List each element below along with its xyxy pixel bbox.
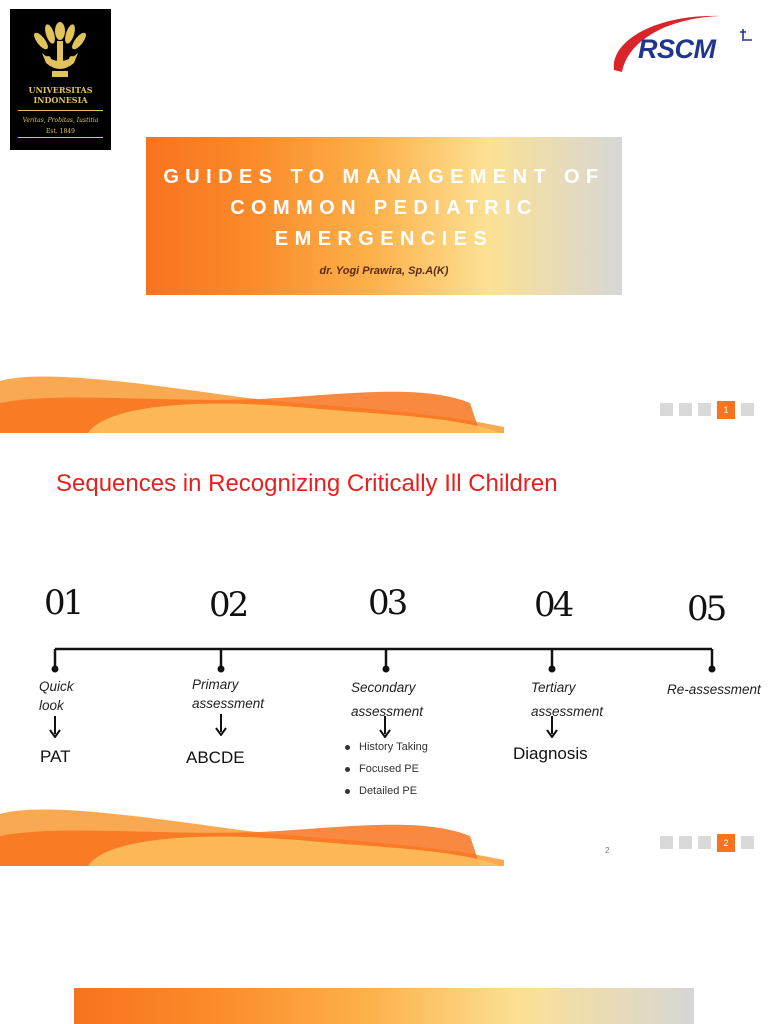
label-line: assessment [192, 696, 265, 711]
step-number-04: 04 [534, 585, 572, 625]
list-item [345, 741, 428, 753]
slide-title: Sequences in Recognizing Critically Ill Children [56, 470, 558, 497]
presentation-author: dr. Yogi Prawira, Sp.A(K) [319, 265, 449, 277]
result-pat: PAT [40, 747, 71, 766]
logo-line2: INDONESIA [33, 95, 88, 105]
label-line: Quick [39, 679, 74, 694]
pager-current: 2 [717, 834, 735, 852]
page-number: 2 [605, 846, 610, 855]
title-banner [146, 137, 622, 295]
step-label-tertiary [531, 676, 603, 724]
pager-dot [741, 836, 754, 849]
down-arrow-icon [215, 714, 227, 736]
step-number-05: 05 [687, 589, 725, 629]
list-item-text: Focused PE [359, 763, 419, 775]
list-item [345, 785, 428, 797]
decorative-waves [0, 806, 768, 866]
down-arrow-icon [379, 716, 391, 738]
universitas-indonesia-logo [10, 9, 111, 150]
decorative-waves [0, 373, 768, 433]
list-item [345, 763, 428, 775]
label-line: Secondary [351, 680, 416, 695]
title-banner [74, 988, 694, 1024]
pager-dot [679, 403, 692, 416]
logo-divider-bottom [18, 137, 103, 138]
slide-pager [660, 403, 754, 419]
pager-dot [679, 836, 692, 849]
step-label-reassessment: Re-assessment [667, 682, 761, 697]
label-line: look [39, 698, 64, 713]
makara-crest-icon [28, 19, 93, 83]
logo-motto: Veritas, Probitas, Iustitia [22, 117, 99, 124]
result-diagnosis: Diagnosis [513, 744, 588, 763]
label-line: assessment [351, 704, 424, 719]
result-abcde: ABCDE [186, 748, 245, 767]
step-label-quick-look [39, 677, 74, 715]
down-arrow-icon [49, 716, 61, 738]
pager-dot [698, 836, 711, 849]
pager-dot [698, 403, 711, 416]
step-number-02: 02 [209, 585, 247, 625]
presentation-title: GUIDES TO MANAGEMENT OF COMMON PEDIATRIC EMERGENCIES [163, 166, 605, 250]
down-arrow-icon [546, 716, 558, 738]
step-number-03: 03 [368, 583, 406, 623]
step-label-primary [192, 675, 264, 713]
label-line: assessment [531, 704, 604, 719]
rscm-logo [608, 10, 758, 80]
logo-line1: UNIVERSITAS [28, 85, 93, 95]
logo-divider [18, 110, 103, 111]
list-item-text: Detailed PE [359, 785, 418, 797]
step-number-01: 01 [44, 583, 82, 623]
pager-dot [660, 403, 673, 416]
pager-dot [660, 836, 673, 849]
label-line: Primary [192, 677, 239, 692]
list-item-text: History Taking [359, 741, 428, 753]
rscm-logo-text: RSCM [638, 34, 716, 64]
title-slide [0, 0, 768, 433]
logo-established: Est. 1849 [46, 128, 75, 135]
label-line: Tertiary [531, 680, 576, 695]
slide-pager [660, 836, 754, 852]
pager-current: 1 [717, 401, 735, 419]
next-slide-partial [0, 866, 768, 1024]
secondary-assessment-list [345, 741, 428, 807]
pager-dot [741, 403, 754, 416]
sequences-slide [0, 433, 768, 866]
